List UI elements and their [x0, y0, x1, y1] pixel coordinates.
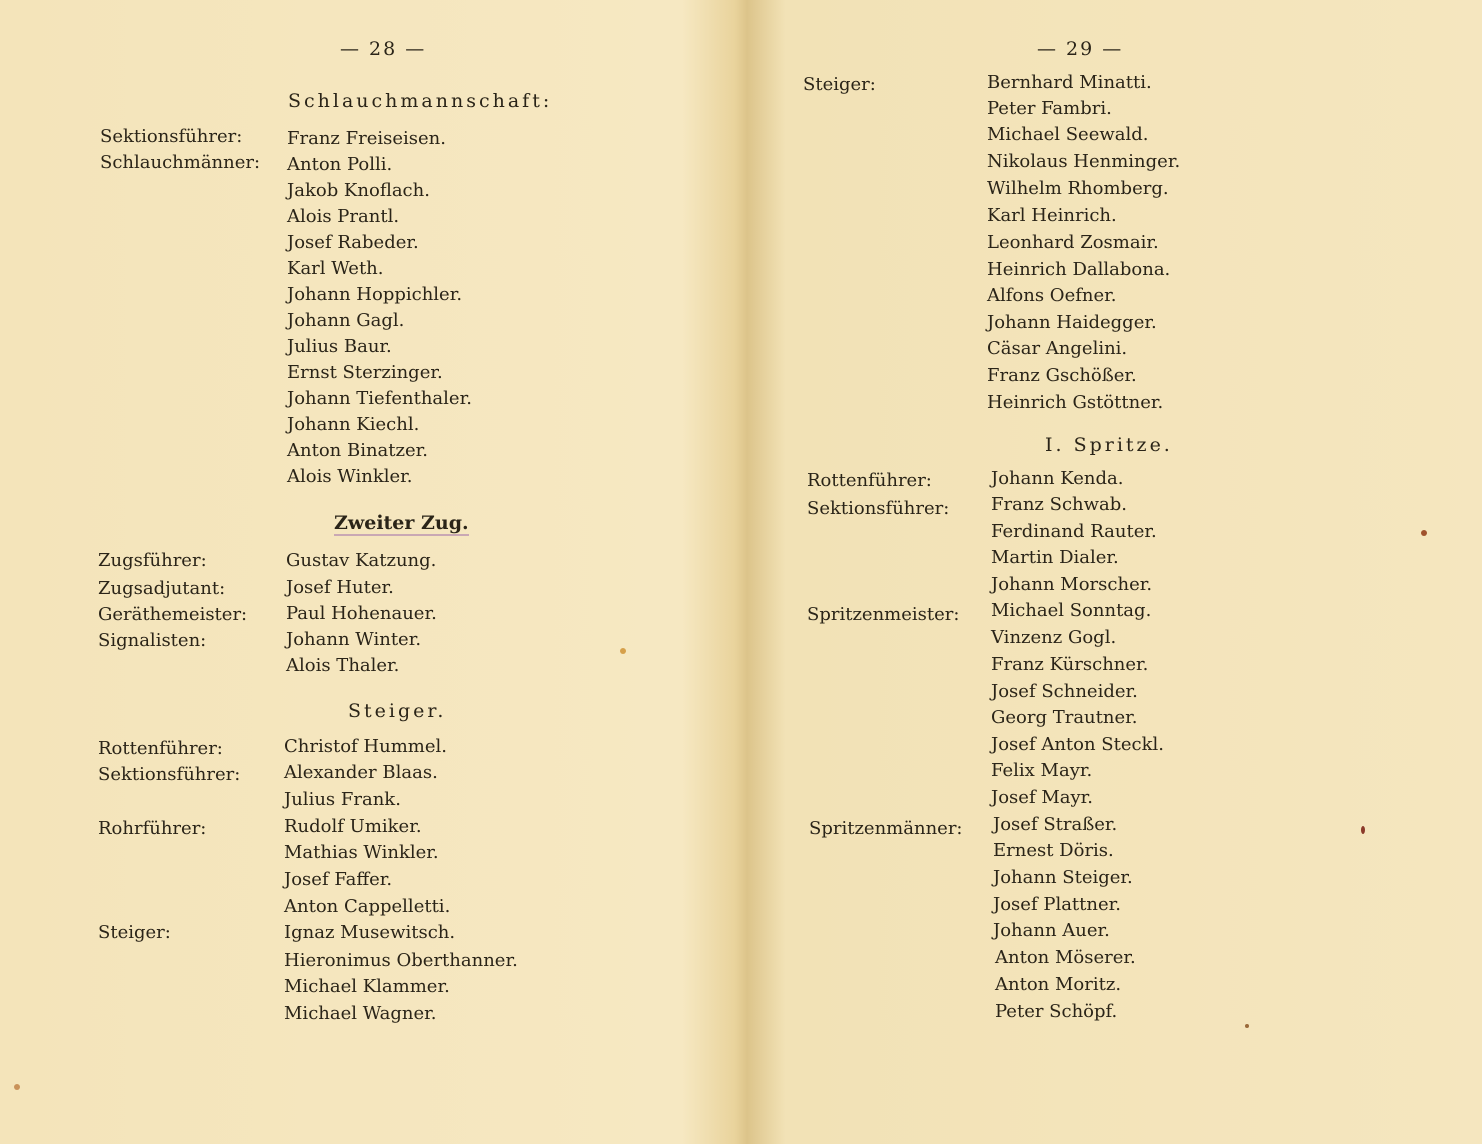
member-name: Gustav Katzung.: [286, 550, 437, 571]
member-name: Ferdinand Rauter.: [991, 521, 1157, 542]
member-name: Alexander Blaas.: [284, 762, 438, 783]
member-name: Christof Hummel.: [284, 736, 447, 757]
section-heading-zweiter-zug: Zweiter Zug.: [334, 512, 469, 534]
member-name: Alois Winkler.: [287, 466, 413, 487]
member-name: Peter Fambri.: [987, 98, 1112, 119]
member-name: Rudolf Umiker.: [284, 816, 422, 837]
member-name: Michael Sonntag.: [991, 600, 1152, 621]
member-name: Heinrich Dallabona.: [987, 259, 1171, 280]
role-label: Zugsadjutant:: [98, 578, 226, 599]
role-label: Sektionsführer:: [807, 498, 950, 519]
member-name: Ernst Sterzinger.: [287, 362, 443, 383]
member-name: Bernhard Minatti.: [987, 72, 1152, 93]
member-name: Mathias Winkler.: [284, 842, 439, 863]
member-name: Anton Möserer.: [995, 947, 1136, 968]
member-name: Josef Anton Steckl.: [991, 734, 1164, 755]
role-label: Sektionsführer:: [98, 764, 241, 785]
member-name: Martin Dialer.: [991, 547, 1119, 568]
page-number: — 28 —: [340, 38, 427, 60]
member-name: Johann Hoppichler.: [287, 284, 463, 305]
member-name: Johann Steiger.: [993, 867, 1133, 888]
member-name: Josef Huter.: [286, 577, 394, 598]
role-label: Rottenführer:: [98, 738, 223, 759]
role-label: Steiger:: [98, 922, 171, 943]
paper-stain: [1421, 530, 1427, 536]
member-name: Wilhelm Rhomberg.: [987, 178, 1169, 199]
member-name: Ernest Döris.: [993, 840, 1114, 861]
role-label: Schlauchmänner:: [100, 152, 261, 173]
role-label: Signalisten:: [98, 630, 207, 651]
member-name: Felix Mayr.: [991, 760, 1093, 781]
paper-stain: [14, 1084, 20, 1090]
member-name: Johann Gagl.: [287, 310, 405, 331]
member-name: Cäsar Angelini.: [987, 338, 1128, 359]
role-label: Steiger:: [803, 74, 876, 95]
member-name: Johann Auer.: [993, 920, 1110, 941]
member-name: Johann Haidegger.: [987, 312, 1157, 333]
role-label: Geräthemeister:: [98, 604, 248, 625]
right-page: [741, 0, 1482, 1144]
member-name: Josef Rabeder.: [287, 232, 419, 253]
role-label: Zugsführer:: [98, 550, 207, 571]
member-name: Vinzenz Gogl.: [991, 627, 1117, 648]
section-heading-steiger: Steiger.: [348, 700, 447, 722]
member-name: Heinrich Gstöttner.: [987, 392, 1164, 413]
member-name: Johann Kenda.: [991, 468, 1124, 489]
member-name: Michael Seewald.: [987, 124, 1149, 145]
member-name: Josef Schneider.: [991, 681, 1138, 702]
member-name: Paul Hohenauer.: [286, 603, 437, 624]
member-name: Franz Freiseisen.: [287, 128, 446, 149]
member-name: Jakob Knoflach.: [287, 180, 430, 201]
member-name: Nikolaus Henminger.: [987, 151, 1181, 172]
member-name: Josef Faffer.: [284, 869, 393, 890]
section-heading-schlauchmannschaft: Schlauchmannschaft:: [288, 90, 553, 112]
member-name: Alfons Oefner.: [987, 285, 1117, 306]
member-name: Johann Tiefenthaler.: [287, 388, 472, 409]
member-name: Johann Kiechl.: [287, 414, 420, 435]
member-name: Peter Schöpf.: [995, 1001, 1118, 1022]
member-name: Hieronimus Oberthanner.: [284, 950, 518, 971]
member-name: Karl Heinrich.: [987, 205, 1117, 226]
member-name: Anton Moritz.: [995, 974, 1122, 995]
member-name: Leonhard Zosmair.: [987, 232, 1159, 253]
member-name: Anton Cappelletti.: [284, 896, 451, 917]
member-name: Michael Wagner.: [284, 1003, 437, 1024]
member-name: Anton Polli.: [287, 154, 393, 175]
member-name: Alois Prantl.: [287, 206, 400, 227]
member-name: Anton Binatzer.: [287, 440, 429, 461]
member-name: Johann Winter.: [286, 629, 422, 650]
member-name: Josef Straßer.: [993, 814, 1118, 835]
member-name: Karl Weth.: [287, 258, 384, 279]
section-heading-i-spritze: I. Spritze.: [1045, 434, 1173, 456]
member-name: Michael Klammer.: [284, 976, 450, 997]
member-name: Franz Kürschner.: [991, 654, 1149, 675]
member-name: Josef Mayr.: [991, 787, 1094, 808]
member-name: Georg Trautner.: [991, 707, 1138, 728]
paper-stain: [1361, 826, 1365, 834]
role-label: Sektionsführer:: [100, 126, 243, 147]
member-name: Franz Schwab.: [991, 494, 1128, 515]
member-name: Julius Frank.: [284, 789, 401, 810]
member-name: Julius Baur.: [287, 336, 392, 357]
member-name: Johann Morscher.: [991, 574, 1153, 595]
paper-stain: [1245, 1024, 1249, 1028]
role-label: Rohrführer:: [98, 818, 207, 839]
role-label: Spritzenmeister:: [807, 604, 960, 625]
paper-stain: [620, 648, 626, 654]
role-label: Spritzenmänner:: [809, 818, 963, 839]
page-number: — 29 —: [1037, 38, 1124, 60]
role-label: Rottenführer:: [807, 470, 932, 491]
member-name: Josef Plattner.: [993, 894, 1121, 915]
member-name: Alois Thaler.: [286, 655, 400, 676]
member-name: Ignaz Musewitsch.: [284, 922, 456, 943]
member-name: Franz Gschößer.: [987, 365, 1137, 386]
